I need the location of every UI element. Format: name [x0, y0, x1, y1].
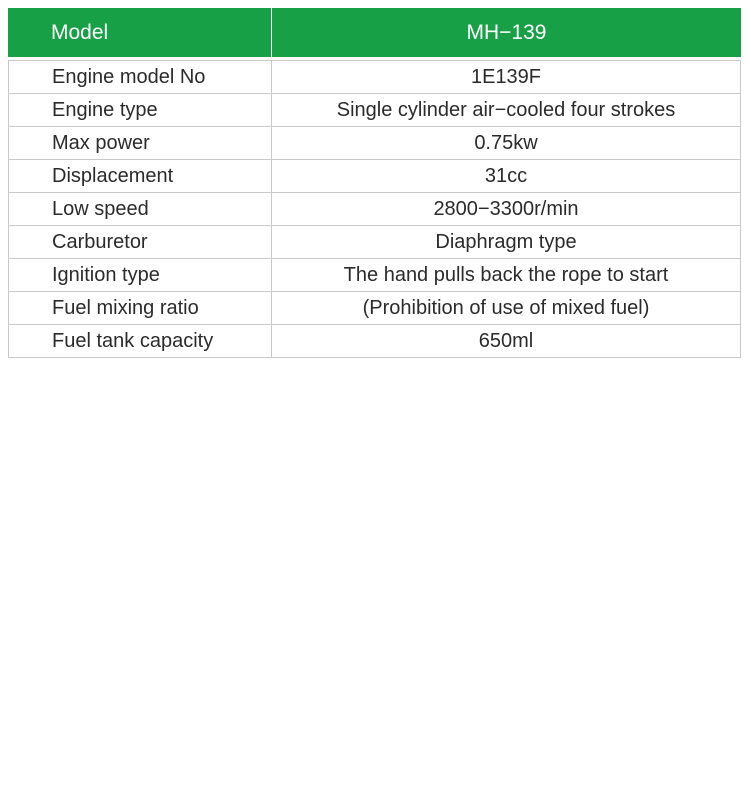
table-row	[9, 193, 741, 226]
spec-value: (Prohibition of use of mixed fuel)	[272, 292, 741, 325]
header-model-value: MH−139	[466, 20, 547, 44]
table-row	[9, 259, 741, 292]
table-row	[9, 325, 741, 358]
table-row	[9, 127, 741, 160]
spec-value: 1E139F	[272, 61, 741, 94]
spec-label: Carburetor	[9, 226, 272, 259]
spec-value: 31cc	[272, 160, 741, 193]
spec-label: Ignition type	[9, 259, 272, 292]
spec-value: 650ml	[272, 325, 741, 358]
spec-value: Diaphragm type	[272, 226, 741, 259]
spec-value: 2800−3300r/min	[272, 193, 741, 226]
table-row	[9, 226, 741, 259]
table-row	[9, 292, 741, 325]
spec-value: The hand pulls back the rope to start	[272, 259, 741, 292]
spec-label: Displacement	[9, 160, 272, 193]
table-row	[9, 160, 741, 193]
table-row	[9, 61, 741, 94]
spec-label: Low speed	[9, 193, 272, 226]
spec-value: Single cylinder air−cooled four strokes	[272, 94, 741, 127]
spec-label: Engine type	[9, 94, 272, 127]
table-row	[9, 94, 741, 127]
spec-value: 0.75kw	[272, 127, 741, 160]
spec-label: Max power	[9, 127, 272, 160]
header-model-label: Model	[8, 8, 272, 57]
spec-label: Engine model No	[9, 61, 272, 94]
spec-label: Fuel mixing ratio	[9, 292, 272, 325]
spec-table-header	[8, 8, 741, 57]
spec-label: Fuel tank capacity	[9, 325, 272, 358]
spec-table	[8, 60, 741, 358]
